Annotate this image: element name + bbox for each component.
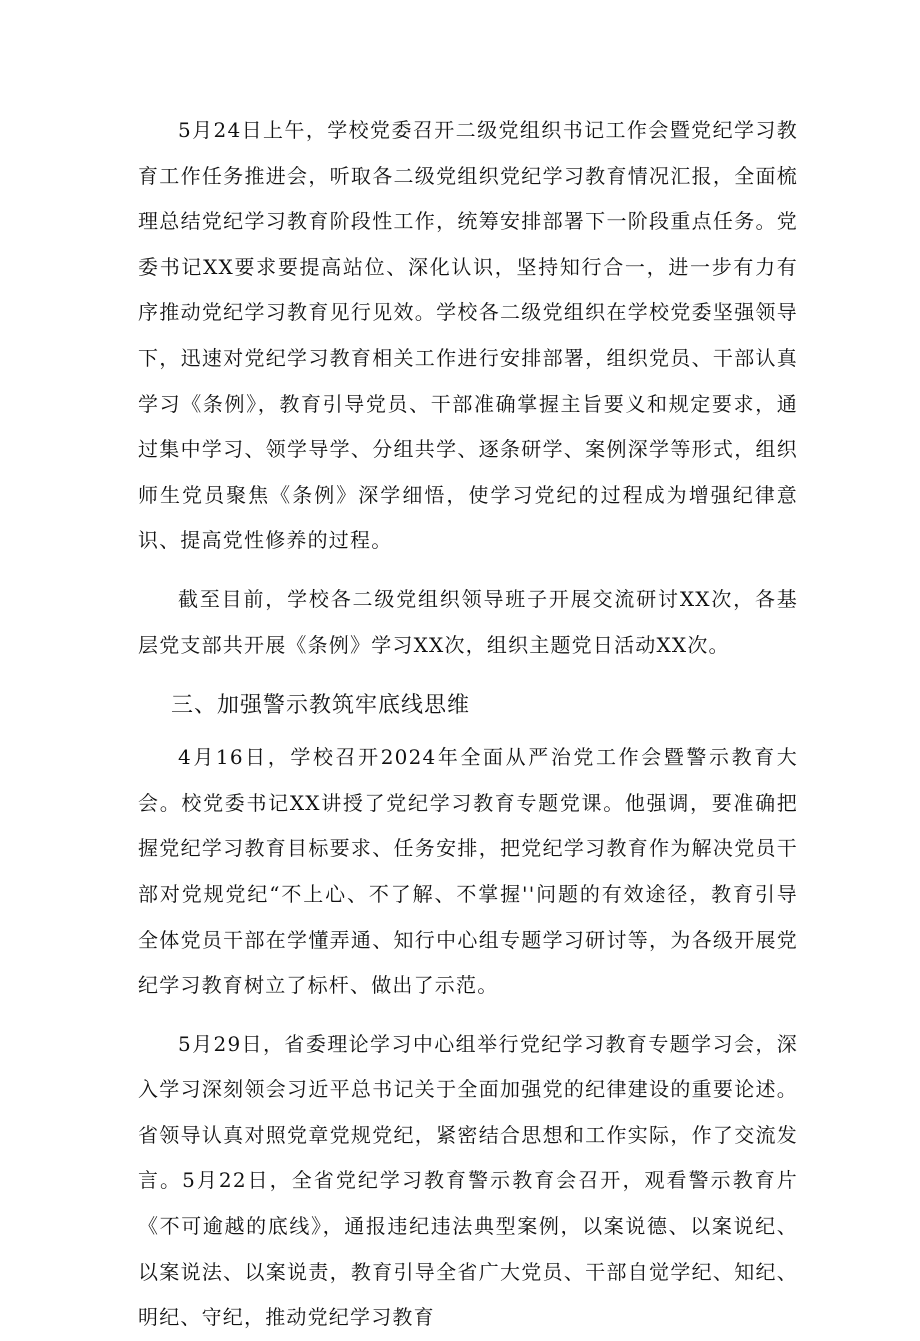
paragraph-provincial-study-session: 5月29日，省委理论学习中心组举行党纪学习教育专题学习会，深入学习深刻领会习近平总书记关于全面加强党的纪律建设的重要论述。省领导认真对照党章党规党纪，紧密结合思想和工作实际，作了交流发言。5月22日，全省党纪学习教育警示教育会召开，观看警示教育片《不可逾越的底线》，通报违纪违法典型案例，以案说德、以案说纪、以案说法、以案说责，教育引导全省广大党员、干部自觉学纪、知纪、明纪、守纪，推动党纪学习教育 <box>138 1031 798 1330</box>
section-heading: 三、加强警示教筑牢底线思维 <box>171 693 471 719</box>
paragraph-progress-summary: 截至目前，学校各二级党组织领导班子开展交流研讨XX次，各基层党支部共开展《条例》学习XX次，组织主题党日活动XX次。 <box>138 586 798 657</box>
document-body <box>138 108 798 1341</box>
paragraph-warning-education-conference: 4月16日，学校召开2024年全面从严治党工作会暨警示教育大会。校党委书记XX讲授了党纪学习教育专题党课。他强调，要准确把握党纪学习教育目标要求、任务安排，把党纪学习教育作为解决党员干部对党规党纪“不上心、不了解、不掌握''问题的有效途径，教育引导全体党员干部在学懂弄通、知行中心组专题学习研讨等，为各级开展党纪学习教育树立了标杆、做出了示范。 <box>138 745 798 998</box>
paragraph-party-committee-meeting: 5月24日上午，学校党委召开二级党组织书记工作会暨党纪学习教育工作任务推进会，听取各二级党组织党纪学习教育情况汇报，全面梳理总结党纪学习教育阶段性工作，统筹安排部署下一阶段重点任务。党委书记XX要求要提高站位、深化认识，坚持知行合一，进一步有力有序推动党纪学习教育见行见效。学校各二级党组织在学校党委坚强领导下，迅速对党纪学习教育相关工作进行安排部署，组织党员、干部认真学习《条例》，教育引导党员、干部准确掌握主旨要义和规定要求，通过集中学习、领学导学、分组共学、逐条研学、案例深学等形式，组织师生党员聚焦《条例》深学细悟，使学习党纪的过程成为增强纪律意识、提高党性修养的过程。 <box>138 118 798 553</box>
